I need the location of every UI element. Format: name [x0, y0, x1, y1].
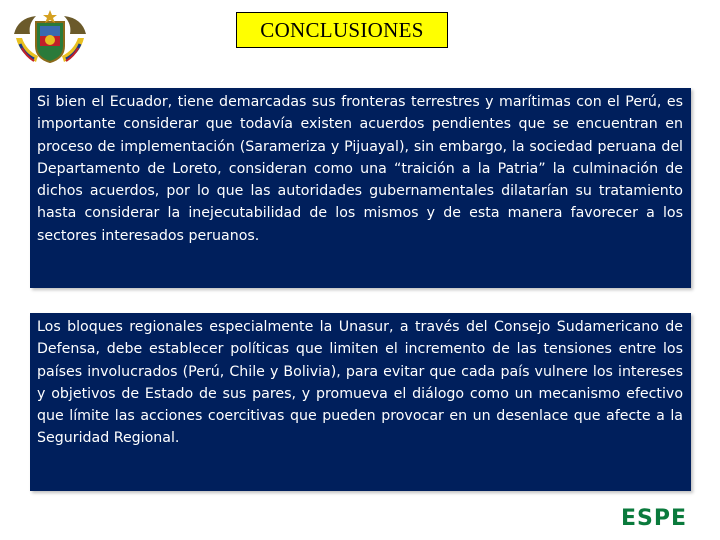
title-box: [236, 12, 448, 48]
conclusion-panel-1: [30, 88, 691, 288]
conclusion-panel-2: [30, 313, 691, 491]
espe-logo: [621, 508, 687, 530]
espe-logo-text: ESPE: [621, 506, 688, 531]
page-title: CONCLUSIONES: [260, 17, 424, 42]
conclusion-text-2: Los bloques regionales especialmente la Unasur, a través del Consejo Sudamericano de Defensa, debe establecer políticas que limiten el incremento de las tensiones entre los países involucrados (Perú, Chile y Bolivia), para evitar que cada país vulnere los intereses y objetivos de Estado de sus pares, y promueva el diálogo como un mecanismo efectivo que límite las acciones coercitivas que pueden provocar en un desenlace que afecte a la Seguridad Regional.: [37, 319, 683, 447]
conclusion-text-1: Si bien el Ecuador, tiene demarcadas sus fronteras terrestres y marítimas con el Perú, es importante considerar que todavía existen acuerdos pendientes que se encuentran en proceso de implementación (Sarameriza y Pijuayal), sin embargo, la sociedad peruana del Departamento de Loreto, consideran como una “traición a la Patria” la culminación de dichos acuerdos, por lo que las autoridades gubernamentales dilatarían su tratamiento hasta considerar la inejecutabilidad de los mismos y de esta manera favorecer a los sectores interesados peruanos.: [37, 94, 683, 244]
coat-of-arms-icon: [8, 4, 92, 76]
